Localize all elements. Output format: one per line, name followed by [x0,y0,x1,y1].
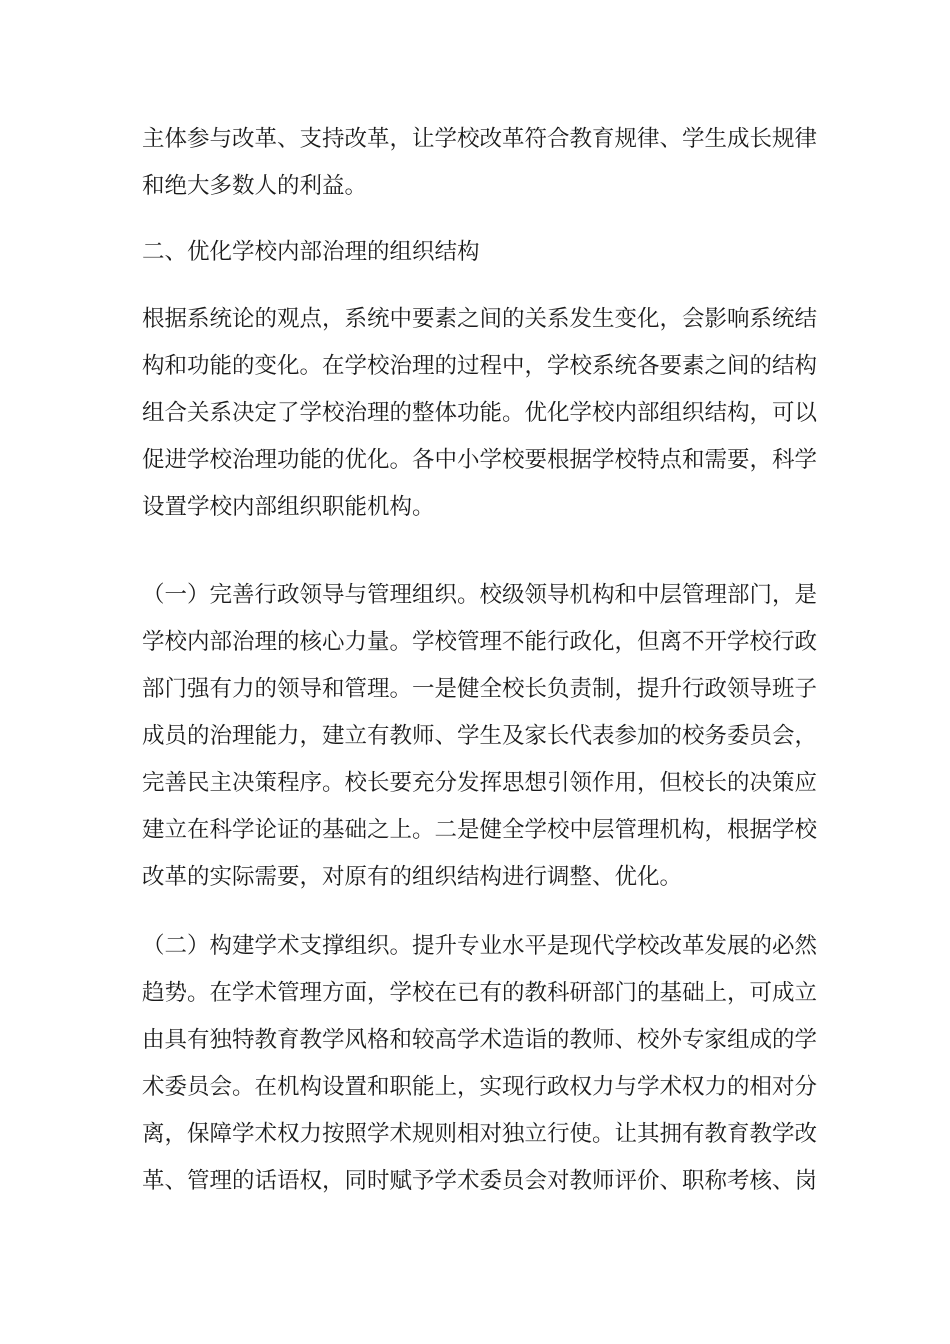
paragraph-systems-theory [142,296,822,531]
text-line: 改革的实际需要，对原有的组织结构进行调整、优化。 [142,864,683,890]
text-line: 主体参与改革、支持改革，让学校改革符合教育规律、学生成长规律 [142,126,818,152]
text-line: 革、管理的话语权，同时赋予学术委员会对教师评价、职称考核、岗 [142,1168,818,1194]
text-line: 组合关系决定了学校治理的整体功能。优化学校内部组织结构，可以 [142,400,818,426]
text-line: 构和功能的变化。在学校治理的过程中，学校系统各要素之间的结构 [142,353,818,379]
paragraph-academic-support [142,923,822,1205]
section-heading [142,229,822,276]
text-line: 离，保障学术权力按照学术规则相对独立行使。让其拥有教育教学改 [142,1121,818,1147]
text-line: 趋势。在学术管理方面，学校在已有的教科研部门的基础上，可成立 [142,980,818,1006]
paragraph-admin-leadership [142,572,822,901]
text-line: 完善民主决策程序。校长要充分发挥思想引领作用，但校长的决策应 [142,770,818,796]
text-line: 学校内部治理的核心力量。学校管理不能行政化，但离不开学校行政 [142,629,818,655]
text-line: 促进学校治理功能的优化。各中小学校要根据学校特点和需要，科学 [142,447,818,473]
heading-line: 二、优化学校内部治理的组织结构 [142,239,480,265]
text-line: 成员的治理能力，建立有教师、学生及家长代表参加的校务委员会， [142,723,818,749]
text-line: 建立在科学论证的基础之上。二是健全学校中层管理机构，根据学校 [142,817,818,843]
text-line: 和绝大多数人的利益。 [142,173,368,199]
text-line: 根据系统论的观点，系统中要素之间的关系发生变化，会影响系统结 [142,306,818,332]
text-line: 设置学校内部组织职能机构。 [142,494,435,520]
text-line: 由具有独特教育教学风格和较高学术造诣的教师、校外专家组成的学 [142,1027,818,1053]
paragraph-continuation [142,116,822,210]
text-line: （一）完善行政领导与管理组织。校级领导机构和中层管理部门，是 [142,582,818,608]
text-line: 术委员会。在机构设置和职能上，实现行政权力与学术权力的相对分 [142,1074,818,1100]
text-line: （二）构建学术支撑组织。提升专业水平是现代学校改革发展的必然 [142,933,818,959]
text-line: 部门强有力的领导和管理。一是健全校长负责制，提升行政领导班子 [142,676,818,702]
